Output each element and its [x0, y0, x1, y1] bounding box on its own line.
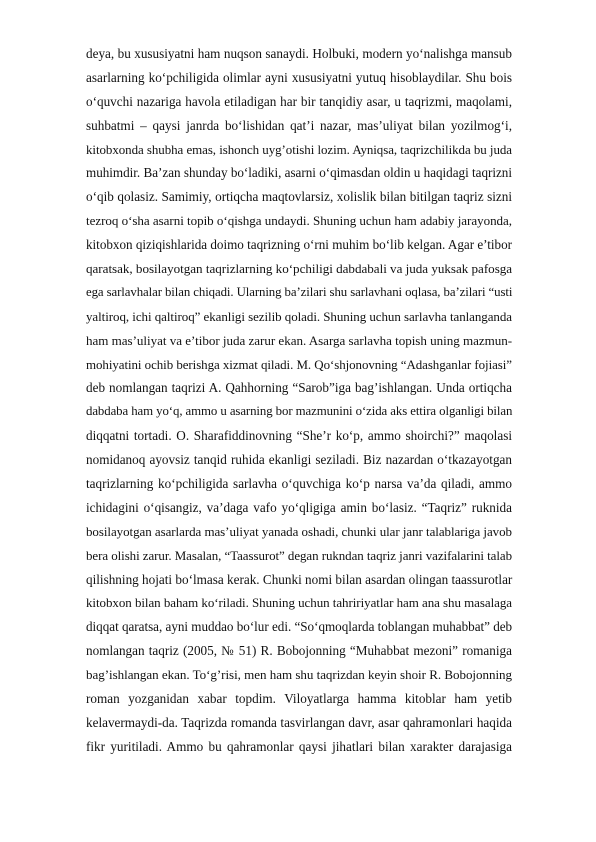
document-body — [86, 42, 512, 759]
text-line: bera olishi zarur. Masalan, “Taassurot” degan rukndan taqriz janri vazifalarini talab — [86, 547, 512, 563]
text-line: mohiyatini ochib berishga xizmat qiladi. M. Qo‘shjonovning “Adashganlar fojiasi” — [86, 356, 512, 372]
text-line: deya, bu xususiyatni ham nuqson sanaydi. Holbuki, modern yo‘nalishga mansub — [86, 46, 512, 61]
text-line: suhbatmi – qaysi janrda bo‘lishidan qat’i nazar, mas’uliyat bilan yozilmog‘i, — [86, 117, 512, 133]
text-line: asarlarning ko‘pchiligida olimlar ayni xususiyatni yutuq hisoblaydilar. Shu bois — [86, 69, 512, 85]
text-line: muhimdir. Ba’zan shunday bo‘ladiki, asarni o‘qimasdan oldin u haqidagi taqrizni — [86, 165, 512, 181]
text-line: ichidagini o‘qisangiz, va’daga vafo yo‘qligiga amin bo‘lasiz. “Taqriz” ruknida — [86, 499, 512, 515]
text-line: ega sarlavhalar bilan chiqadi. Ularning ba’zilari shu sarlavhani oqlasa, ba’zilari “usti — [86, 284, 513, 299]
text-line: kitobxonda shubha emas, ishonch uyg’otishi lozim. Ayniqsa, taqrizchilikda bu juda — [86, 141, 512, 157]
text-line: diqqat qaratsa, ayni muddao bo‘lur edi. “So‘qmoqlarda toblangan muhabbat” deb — [86, 619, 513, 635]
text-line: kitobxon bilan baham ko‘riladi. Shuning uchun tahririyatlar ham ana shu masalaga — [86, 595, 512, 611]
text-line: yaltiroq, ichi qaltiroq” ekanligi sezilib qoladi. Shuning uchun sarlavha tanlanganda — [86, 308, 512, 324]
text-line: roman yozganidan xabar topdim. Viloyatlarga hamma kitoblar ham yetib — [86, 691, 512, 707]
text-line: ham mas’uliyat va e’tibor juda zarur ekan. Asarga sarlavha topish uning mazmun- — [86, 332, 513, 348]
text-line: taqrizlarning ko‘pchiligida sarlavha o‘quvchiga ko‘p narsa va’da qiladi, ammo — [86, 476, 512, 492]
text-line: tezroq o‘sha asarni topib o‘qishga undaydi. Shuning uchun ham adabiy jarayonda, — [86, 213, 512, 229]
text-line: bag’ishlangan ekan. To‘g’risi, men ham shu taqrizdan keyin shoir R. Bobojonning — [86, 667, 512, 683]
text-line: o‘quvchi nazariga havola etiladigan har bir tanqidiy asar, u taqrizmi, maqolami, — [86, 93, 512, 109]
text-line: dabdaba ham yo‘q, ammo u asarning bor mazmunini o‘zida aks ettira olganligi bilan — [86, 404, 513, 419]
text-line: o‘qib qolasiz. Samimiy, ortiqcha maqtovlarsiz, xolislik bilan bitilgan taqriz sizni — [86, 189, 512, 205]
text-line: bosilayotgan asarlarda mas’uliyat yanada oshadi, chunki ular janr talablariga javob — [86, 523, 512, 539]
text-line: kitobxon qiziqishlarida doimo taqrizning o‘rni muhim bo‘lib kelgan. Agar e’tibor — [86, 237, 512, 253]
text-line: diqqatni tortadi. O. Sharafiddinovning “She’r ko‘p, ammo shoirchi?” maqolasi — [86, 428, 512, 444]
text-line: fikr yuritiladi. Ammo bu qahramonlar qaysi jihatlari bilan xarakter darajasiga — [86, 738, 512, 754]
text-line: nomlangan taqriz (2005, № 51) R. Bobojonning “Muhabbat mezoni” romaniga — [86, 643, 512, 659]
text-line: qaratsak, bosilayotgan taqrizlarning ko‘pchiligi dabdabali va juda yuksak pafosga — [86, 261, 513, 277]
paragraph — [86, 42, 512, 759]
text-line: kelavermaydi-da. Taqrizda romanda tasvirlangan davr, asar qahramonlari haqida — [86, 714, 512, 730]
text-line: nomidanoq ayovsiz tanqid ruhida ekanligi seziladi. Biz nazardan o‘tkazayotgan — [86, 452, 512, 468]
text-line: deb nomlangan taqrizi A. Qahhorning “Sarob”iga bag’ishlangan. Unda ortiqcha — [86, 380, 512, 396]
text-line: qilishning hojati bo‘lmasa kerak. Chunki nomi bilan asardan olingan taassurotlar — [86, 571, 513, 587]
